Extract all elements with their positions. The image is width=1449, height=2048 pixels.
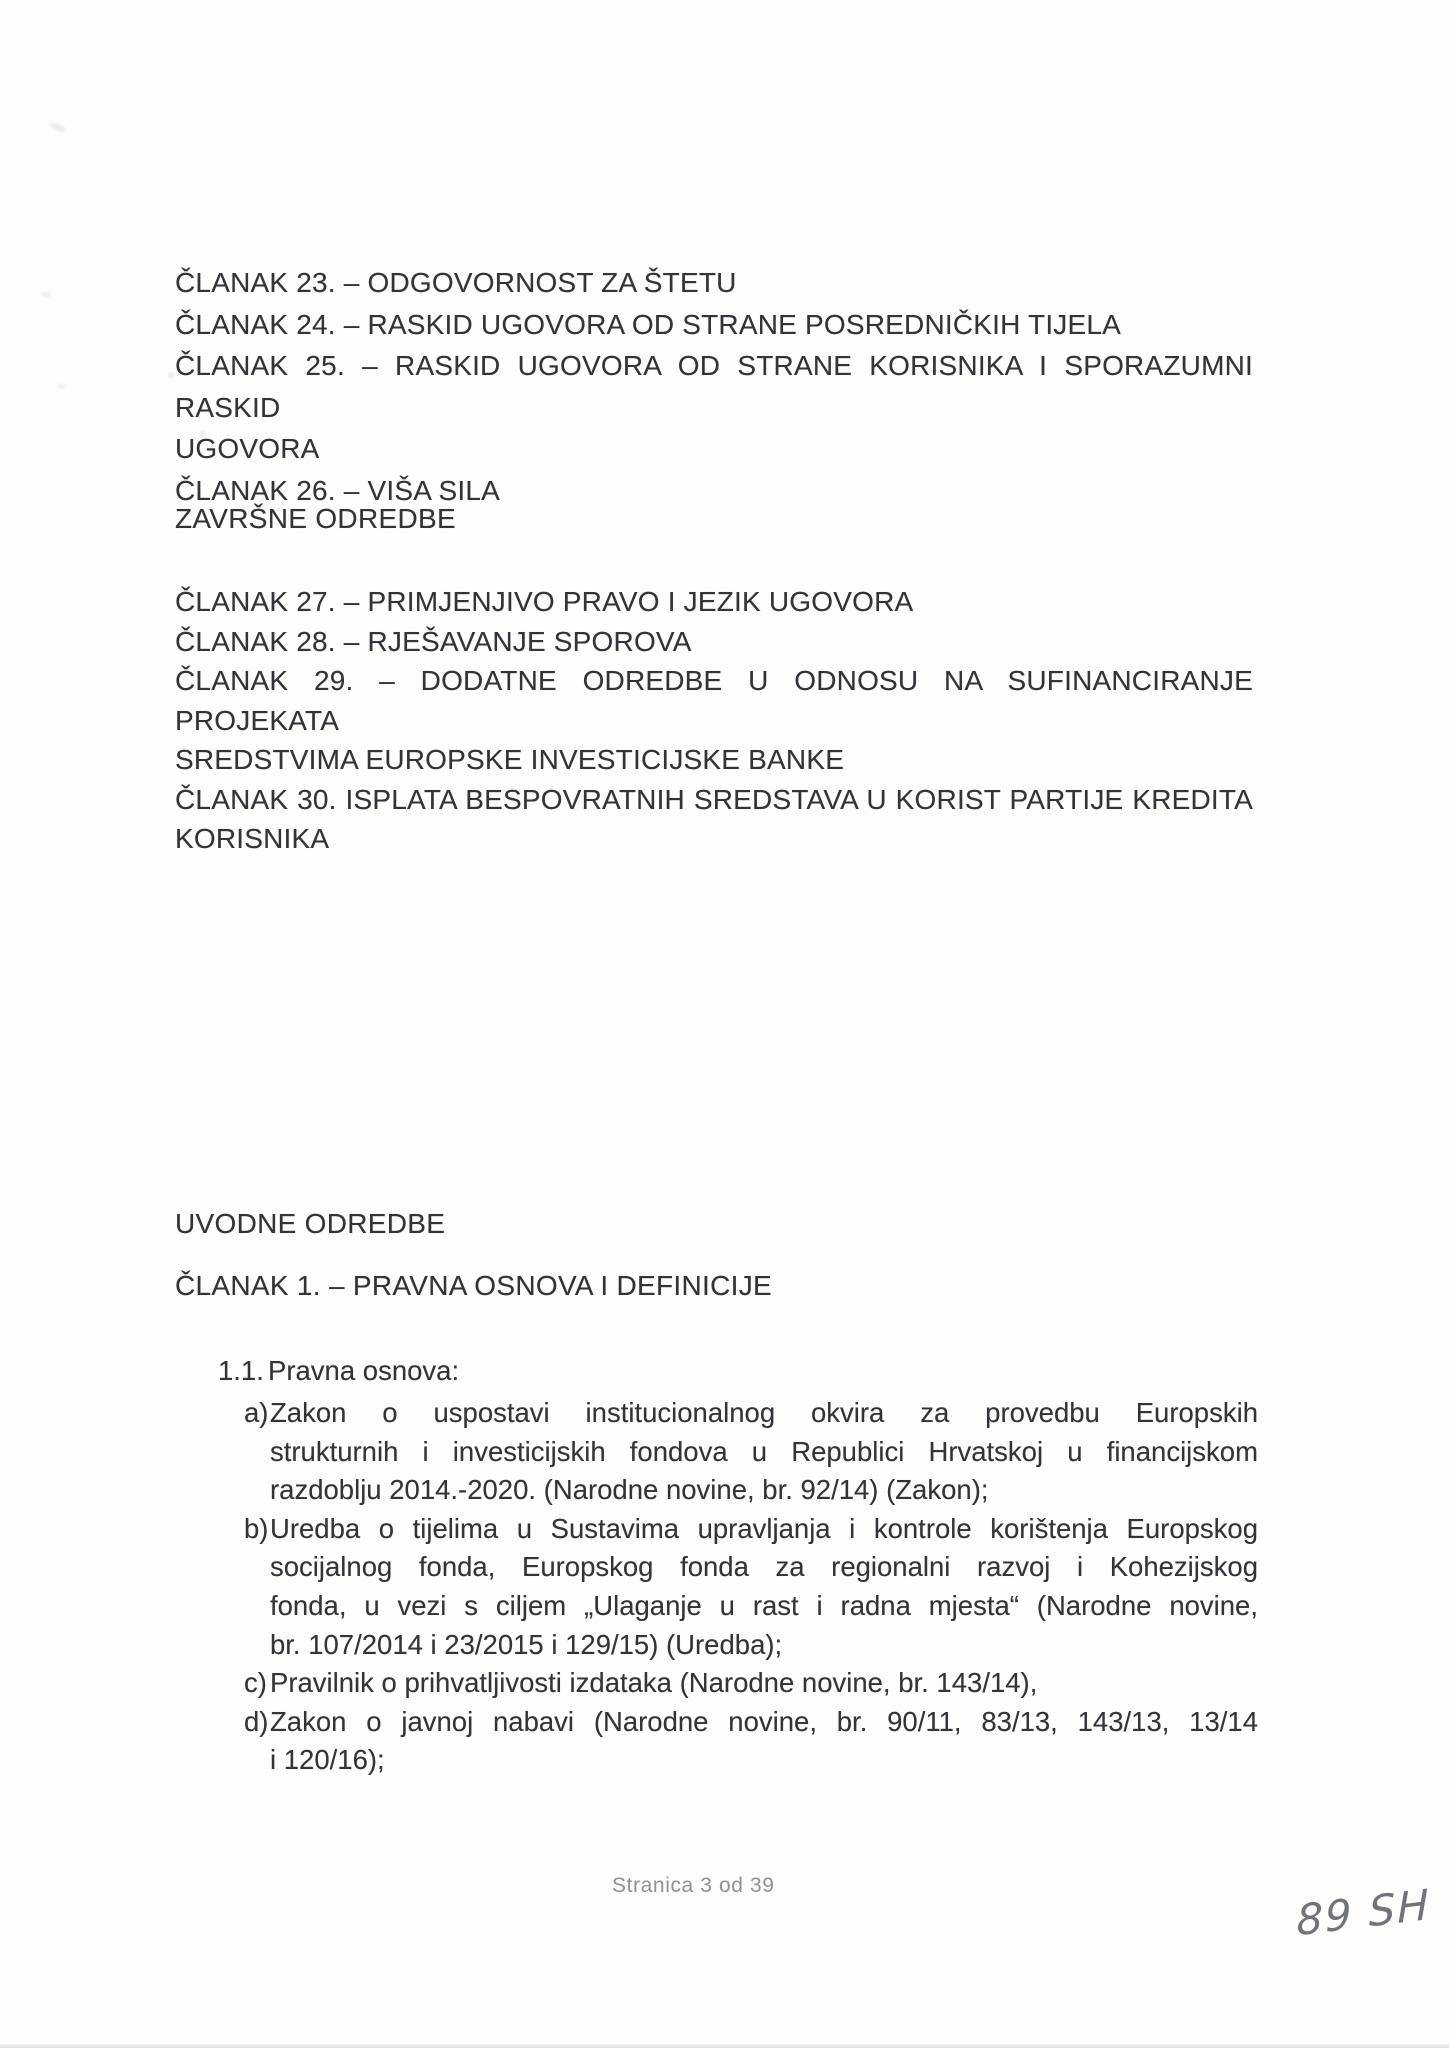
scan-speck: [168, 372, 174, 378]
page-number-footer: Stranica 3 od 39: [612, 1874, 775, 1897]
toc-line-article-30: ČLANAK 30. ISPLATA BESPOVRATNIH SREDSTAVA U KORIST PARTIJE KREDITA: [175, 783, 1253, 815]
clause-title: Pravna osnova:: [268, 1355, 460, 1386]
toc-line-article-25-wrap: UGOVORA: [175, 433, 320, 464]
item-c-line: Pravilnik o prihvatljivosti izdataka (Narodne novine, br. 143/14),: [270, 1667, 1038, 1699]
item-b-line: Uredba o tijelima u Sustavima upravljanja i kontrole korištenja Europskog: [270, 1512, 1258, 1544]
toc-line-article-23: ČLANAK 23. – ODGOVORNOST ZA ŠTETU: [175, 267, 737, 298]
item-b-line: br. 107/2014 i 23/2015 i 129/15) (Uredba);: [270, 1628, 783, 1660]
article-1-heading: ČLANAK 1. – PRAVNA OSNOVA I DEFINICIJE: [175, 1270, 772, 1301]
scan-speck: [42, 292, 51, 297]
toc-line-article-29: ČLANAK 29. – DODATNE ODREDBE U ODNOSU NA SUFINANCIRANJE PROJEKATA: [175, 665, 1253, 736]
toc-closing-block: [175, 582, 1253, 859]
toc-line-article-24: ČLANAK 24. – RASKID UGOVORA OD STRANE POSREDNIČKIH TIJELA: [175, 308, 1122, 340]
toc-line-article-26: ČLANAK 26. – VIŠA SILA: [175, 474, 501, 506]
item-b-line: fonda, u vezi s ciljem „Ulaganje u rast i radna mjesta“ (Narodne novine,: [270, 1589, 1258, 1621]
clause-number: 1.1.: [218, 1355, 264, 1386]
item-d-line: Zakon o javnoj nabavi (Narodne novine, br. 90/11, 83/13, 143/13, 13/14: [270, 1705, 1258, 1737]
item-marker-d: d): [244, 1705, 269, 1737]
legal-basis-list: [244, 1394, 1258, 1780]
scan-edge-artifact: [0, 2044, 1449, 2048]
legal-basis-item-a: [244, 1394, 1258, 1510]
item-marker-a: a): [244, 1397, 269, 1428]
item-marker-b: b): [244, 1512, 269, 1544]
item-a-line: strukturnih i investicijskih fondova u Republici Hrvatskoj u financijskom: [270, 1435, 1258, 1467]
item-marker-c: c): [244, 1667, 267, 1699]
item-a-line: razdoblju 2014.-2020. (Narodne novine, br. 92/14) (Zakon);: [270, 1474, 989, 1506]
legal-basis-item-c: [244, 1664, 1258, 1703]
item-b-line: socijalnog fonda, Europskog fonda za regionalni razvoj i Kohezijskog: [270, 1551, 1258, 1583]
handwritten-initials: 89 SH: [1296, 1879, 1431, 1946]
scan-speck: [49, 121, 66, 133]
toc-line-article-27: ČLANAK 27. – PRIMJENJIVO PRAVO I JEZIK UGOVORA: [175, 586, 914, 617]
scan-speck: [57, 384, 65, 389]
toc-line-article-29-wrap: SREDSTVIMA EUROPSKE INVESTICIJSKE BANKE: [175, 744, 845, 775]
legal-basis-item-d: [244, 1703, 1258, 1780]
toc-line-article-28: ČLANAK 28. – RJEŠAVANJE SPOROVA: [175, 625, 692, 657]
item-a-line: Zakon o uspostavi institucionalnog okvira za provedbu Europskih: [270, 1397, 1258, 1428]
toc-line-article-25: ČLANAK 25. – RASKID UGOVORA OD STRANE KORISNIKA I SPORAZUMNI RASKID: [175, 350, 1253, 423]
introductory-provisions-heading: UVODNE ODREDBE: [175, 1208, 446, 1239]
toc-continuation-block: [175, 262, 1253, 511]
clause-1-1: [218, 1355, 459, 1387]
closing-provisions-heading: ZAVRŠNE ODREDBE: [175, 503, 456, 534]
item-d-line: i 120/16);: [270, 1744, 385, 1776]
legal-basis-item-b: [244, 1510, 1258, 1664]
toc-line-article-30-wrap: KORISNIKA: [175, 823, 330, 854]
